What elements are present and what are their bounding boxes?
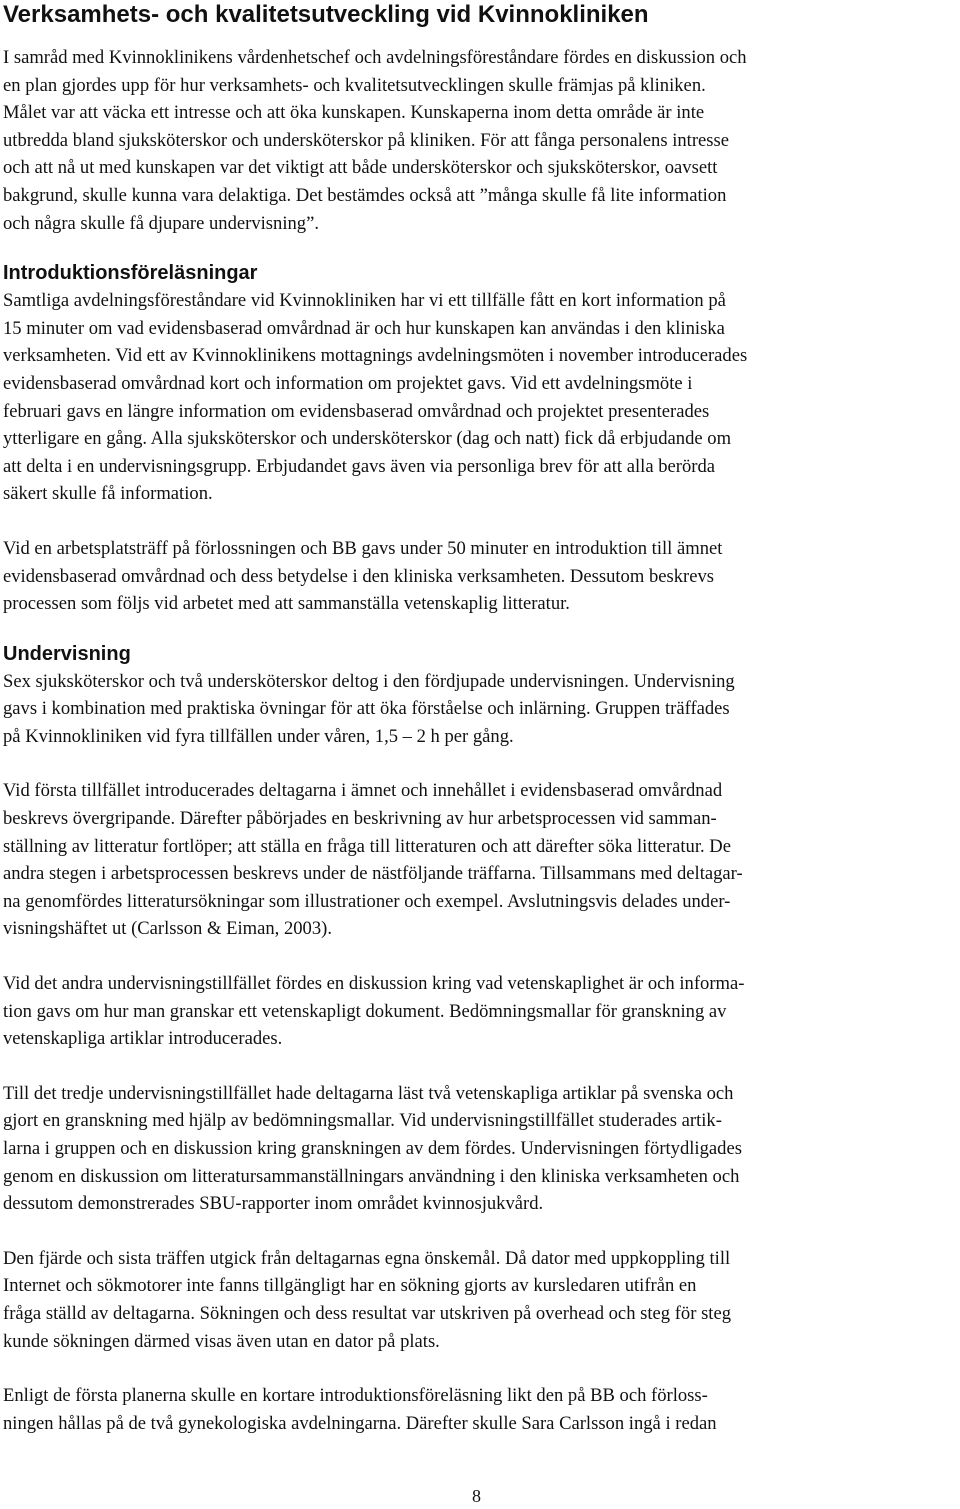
text-line: na genomfördes litteratursökningar som illustrationer och exempel. Avslutningsvis delades under-: [3, 890, 731, 912]
document-page: [3, 0, 953, 1437]
paragraph: [3, 1080, 953, 1218]
document-title: Verksamhets- och kvalitetsutveckling vid Kvinnokliniken: [3, 1, 649, 28]
text-line: fråga ställd av deltagarna. Sökningen och dess resultat var utskriven på overhead och steg för steg: [3, 1302, 732, 1324]
text-line: Vid en arbetsplatsträff på förlossningen och BB gavs under 50 minuter en introduktion till ämnet: [3, 537, 723, 559]
text-line: och några skulle få djupare undervisning”.: [3, 212, 319, 234]
section-heading: Introduktionsföreläsningar: [3, 262, 258, 285]
section-heading: Undervisning: [3, 642, 131, 665]
paragraph: [3, 1245, 953, 1355]
text-line: på Kvinnokliniken vid fyra tillfällen under våren, 1,5 – 2 h per gång.: [3, 725, 514, 747]
text-line: ställning av litteratur fortlöper; att ställa en fråga till litteraturen och att därefter söka litteratur. De: [3, 835, 731, 857]
text-line: säkert skulle få information.: [3, 483, 213, 505]
section-undervisning: [3, 640, 953, 1438]
text-line: evidensbaserad omvårdnad och dess betydelse i den kliniska verksamheten. Dessutom beskrevs: [3, 565, 715, 587]
text-line: andra stegen i arbetsprocessen beskrevs under de nästföljande träffarna. Tillsammans med deltagar-: [3, 863, 743, 885]
text-line: en plan gjordes upp för hur verksamhets- och kvalitetsutvecklingen skulle främjas på kliniken.: [3, 74, 706, 96]
paragraph: [3, 1382, 953, 1437]
text-line: I samråd med Kvinnoklinikens vårdenhetschef och avdelningsföreståndare fördes en diskussion och: [3, 47, 747, 68]
section-introduktion: [3, 259, 953, 618]
paragraph: [3, 535, 953, 618]
paragraph: [3, 970, 953, 1053]
text-line: ningen hållas på de två gynekologiska avdelningarna. Därefter skulle Sara Carlsson ingå i redan: [3, 1412, 717, 1434]
page-number: 8: [472, 1486, 481, 1506]
text-line: dessutom demonstrerades SBU-rapporter inom området kvinnosjukvård.: [3, 1193, 544, 1215]
text-line: vetenskapliga artiklar introducerades.: [3, 1028, 283, 1050]
text-line: utbredda bland sjuksköterskor och undersköterskor på kliniken. För att fånga personalens intresse: [3, 129, 730, 151]
text-line: verksamheten. Vid ett av Kvinnoklinikens mottagnings avdelningsmöten i november introducerades: [3, 345, 748, 367]
text-line: processen som följs vid arbetet med att sammanställa vetenskaplig litteratur.: [3, 593, 570, 615]
text-line: Till det tredje undervisningstillfället hade deltagarna läst två vetenskapliga artiklar på svenska och: [3, 1082, 734, 1104]
text-line: tion gavs om hur man granskar ett vetenskapligt dokument. Bedömningsmallar för granskning av: [3, 1000, 727, 1022]
document-body: [3, 44, 953, 1437]
text-line: och att nå ut med kunskapen var det viktigt att både undersköterskor och sjuksköterskor, oavsett: [3, 157, 718, 179]
text-line: Vid det andra undervisningstillfället fördes en diskussion kring vad vetenskaplighet är och informa-: [3, 973, 745, 995]
text-line: 15 minuter om vad evidensbaserad omvårdnad är och hur kunskapen kan användas i den kliniska: [3, 317, 725, 339]
paragraph: [3, 287, 953, 508]
section-intro: [3, 44, 953, 237]
text-line: evidensbaserad omvårdnad kort och information om projektet gavs. Vid ett avdelningsmöte i: [3, 372, 693, 394]
text-line: larna i gruppen och en diskussion kring granskningen av dem fördes. Undervisningen förtydligades: [3, 1138, 742, 1159]
text-line: bakgrund, skulle kunna vara delaktiga. Det bestämdes också att ”många skulle få lite information: [3, 184, 727, 206]
text-line: gjort en granskning med hjälp av bedömningsmallar. Vid undervisningstillfället studerades artik-: [3, 1110, 722, 1132]
paragraph: [3, 777, 953, 943]
text-line: beskrevs övergripande. Därefter påbörjades en beskrivning av hur arbetsprocessen vid samman-: [3, 808, 717, 830]
text-line: Målet var att väcka ett intresse och att öka kunskapen. Kunskaperna inom detta område är inte: [3, 102, 705, 124]
text-line: att delta i en undervisningsgrupp. Erbjudandet gavs även via personliga brev för att alla berörda: [3, 455, 716, 477]
text-line: gavs i kombination med praktiska övningar för att öka förståelse och inlärning. Gruppen träffades: [3, 698, 730, 720]
text-line: visningshäftet ut (Carlsson & Eiman, 2003).: [3, 918, 332, 940]
text-line: kunde sökningen därmed visas även utan en dator på plats.: [3, 1330, 440, 1352]
text-line: Vid första tillfället introducerades deltagarna i ämnet och innehållet i evidensbaserad omvårdnad: [3, 780, 723, 802]
paragraph: [3, 668, 953, 751]
text-line: Samtliga avdelningsföreståndare vid Kvinnokliniken har vi ett tillfälle fått en kort information på: [3, 290, 726, 312]
text-line: ytterligare en gång. Alla sjuksköterskor och undersköterskor (dag och natt) fick då erbjudande om: [3, 428, 732, 450]
text-line: Internet och sökmotorer inte fanns tillgängligt har en sökning gjorts av kursledaren utifrån en: [3, 1275, 697, 1297]
text-line: Sex sjuksköterskor och två undersköterskor deltog i den fördjupade undervisningen. Undervisning: [3, 670, 735, 692]
text-line: februari gavs en längre information om evidensbaserad omvårdnad och projektet presenterades: [3, 400, 710, 422]
text-line: Den fjärde och sista träffen utgick från deltagarnas egna önskemål. Då dator med uppkoppling till: [3, 1247, 731, 1269]
paragraph: [3, 44, 953, 237]
text-line: Enligt de första planerna skulle en kortare introduktionsföreläsning likt den på BB och förloss-: [3, 1385, 708, 1407]
text-line: genom en diskussion om litteratursammanställningars användning i den kliniska verksamheten och: [3, 1165, 740, 1187]
